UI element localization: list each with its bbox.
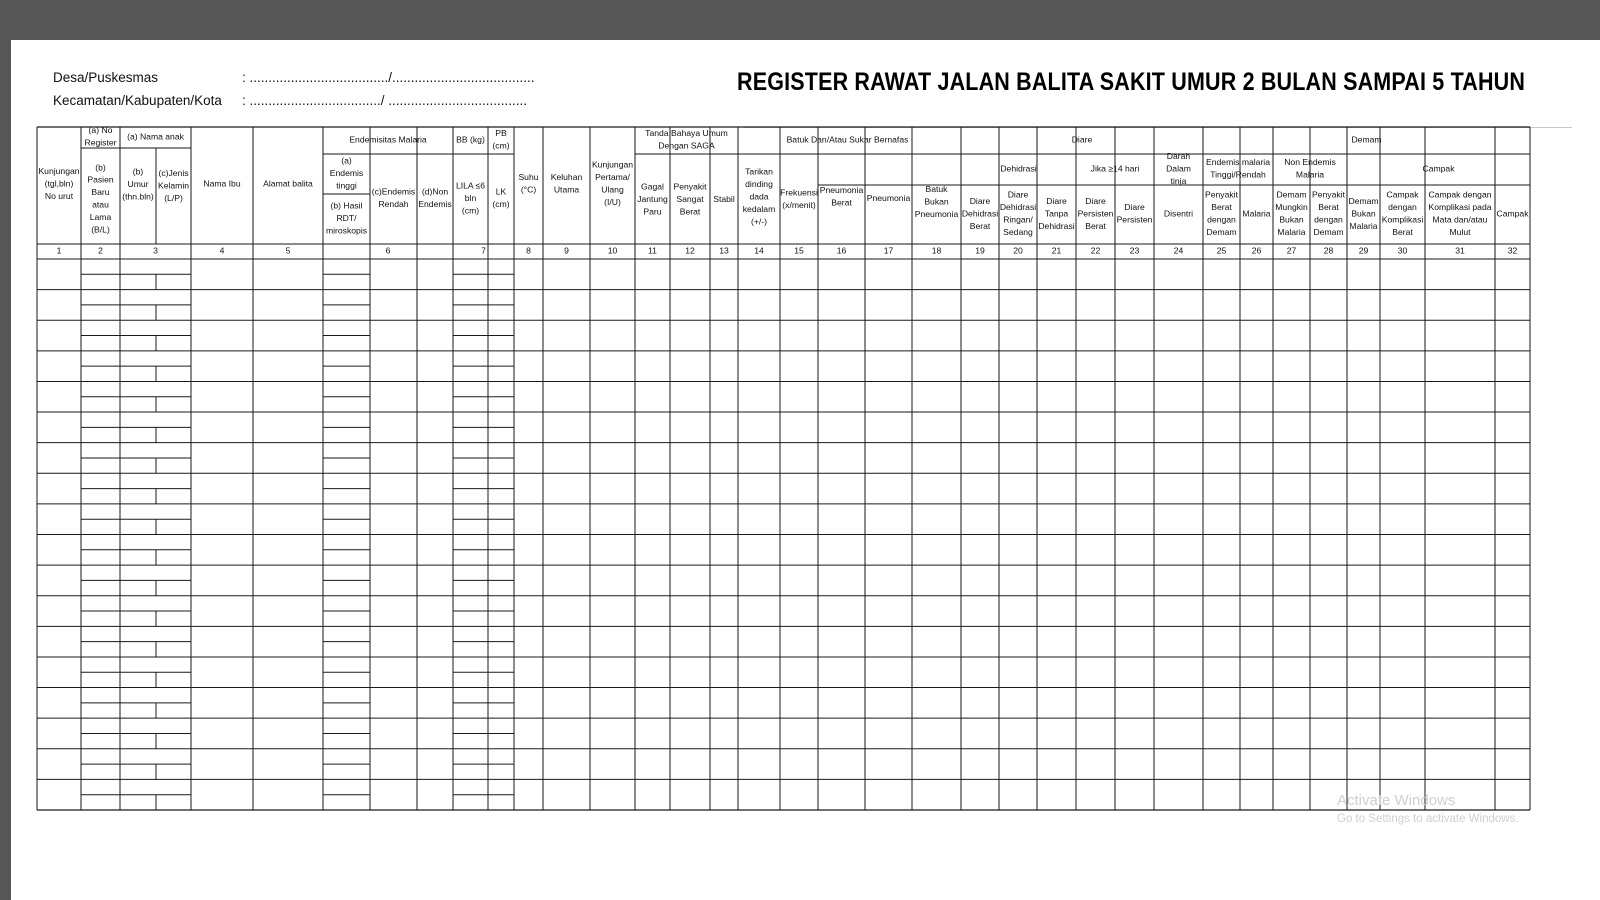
col-diare-dehidrasi-berat: Diare Dehidrasi Berat (961, 195, 999, 231)
col-demam-mungkin: Demam Mungkin Bukan Malaria (1275, 189, 1308, 238)
col-diare-persisten: Diare Persisten (1116, 202, 1153, 225)
col-endemis-tinggi: (a) Endemis tinggi (329, 155, 364, 191)
col-penyakit-berat-demam-2: Penyakit Berat dengan Demam (1312, 189, 1345, 238)
col-alamat: Alamat balita (263, 178, 313, 189)
col-pneumonia-berat: Pneumonia Berat (819, 185, 864, 208)
col-non-endemis: (d)Non Endemis (418, 186, 452, 210)
col-suhu: Suhu (°C) (518, 172, 539, 195)
col-number: 3 (153, 245, 158, 256)
group-demam: Demam (1351, 134, 1382, 145)
col-lk: LK (cm) (492, 186, 510, 210)
watermark-line1: Activate Windows (1337, 792, 1456, 809)
col-pneumonia: Pneumonia (866, 192, 911, 203)
col-number: 5 (285, 245, 291, 256)
col-number: 21 (1051, 245, 1062, 256)
col-number: 30 (1397, 245, 1408, 256)
col-campak-komplikasi-mata: Campak dengan Komplikasi pada Mata dan/atau Mulut (1428, 189, 1492, 238)
group-diare: Diare (1071, 134, 1093, 145)
col-number: 18 (931, 245, 942, 256)
col-gagal-jantung: Gagal Jantung Paru (637, 181, 668, 217)
col-campak: Campak (1496, 208, 1529, 219)
col-keluhan: Keluhan Utama (550, 172, 583, 195)
group-tanda-bahaya: Tanda Bahaya Umum Dengan SAGA (645, 128, 728, 151)
page-title: REGISTER RAWAT JALAN BALITA SAKIT UMUR 2 BULAN SAMPAI 5 TAHUN (737, 68, 1526, 96)
col-batuk-bukan: Batuk Bukan Pneumonia (914, 183, 959, 219)
col-endemis-rendah: (c)Endemis Rendah (371, 186, 416, 210)
col-kunjungan: Kunjungan (tgl,bln) No urut (38, 165, 80, 201)
col-number: 15 (794, 245, 804, 256)
kecamatan-value[interactable]: : .................................../ ..................................... (242, 93, 528, 108)
col-nama-ibu: Nama Ibu (203, 178, 241, 189)
desa-value[interactable]: : ...................................../...................................... (242, 70, 535, 85)
col-number: 29 (1358, 245, 1369, 256)
col-number: 23 (1129, 245, 1140, 256)
col-number: 10 (607, 245, 618, 256)
col-tarikan: Tarikan dinding dada kedalam (+/-) (742, 166, 776, 227)
watermark-line2: Go to Settings to activate Windows. (1337, 813, 1519, 825)
col-umur: (b) Umur (thn.bln) (122, 166, 154, 202)
col-stabil: Stabil (713, 193, 735, 204)
col-number: 31 (1455, 245, 1465, 256)
group-jika14: Jika ≥14 hari (1090, 163, 1140, 174)
col-number: 26 (1251, 245, 1262, 256)
group-bb: BB (kg) (456, 134, 485, 145)
col-number: 7 (481, 245, 486, 256)
col-number: 6 (385, 245, 391, 256)
col-lila: LILA ≤6 bln (cm) (455, 180, 486, 216)
col-number: 22 (1090, 245, 1101, 256)
group-pb: PB (cm) (492, 128, 510, 151)
col-disentri: Disentri (1163, 208, 1194, 219)
group-endemisitas: Endemisitas Malaria (349, 134, 427, 145)
col-number: 2 (98, 245, 103, 256)
col-malaria: Malaria (1242, 208, 1271, 219)
col-number: 12 (685, 245, 695, 256)
col-no-register-a: (a) No Register (84, 125, 117, 148)
col-nama-anak: (a) Nama anak (127, 131, 184, 142)
group-non-endemis: Non Endemis Malaria (1284, 157, 1336, 180)
register-page (11, 40, 1600, 900)
desa-label: Desa/Puskesmas (53, 70, 159, 85)
col-number: 17 (883, 245, 894, 256)
col-demam-bukan: Demam Bukan Malaria (1348, 195, 1379, 231)
col-diare-tanpa: Diare Tanpa Dehidrasi (1038, 195, 1075, 231)
col-number: 20 (1013, 245, 1023, 256)
group-dehidrasi: Dehidrasi (1000, 163, 1037, 174)
col-number: 27 (1286, 245, 1297, 256)
col-number: 14 (754, 245, 764, 256)
col-hasil-rdt: (b) Hasil RDT/ miroskopis (325, 200, 368, 236)
col-penyakit-sangat-berat: Penyakit Sangat Berat (673, 181, 707, 217)
group-darah: Darah Dalam tinja (1166, 150, 1191, 186)
col-no-register-b: (b) Pasien Baru atau Lama (B/L) (87, 162, 114, 235)
kecamatan-label: Kecamatan/Kabupaten/Kota (53, 93, 222, 108)
group-endemis-malaria: Endemis malaria Tinggi/Rendah (1206, 157, 1270, 180)
col-number: 19 (975, 245, 985, 256)
col-number: 32 (1507, 245, 1518, 256)
group-campak: Campak (1422, 163, 1455, 174)
col-number: 24 (1173, 245, 1184, 256)
col-number: 9 (564, 245, 569, 256)
col-jenis-kelamin: (c)Jenis Kelamin (L/P) (157, 167, 190, 203)
register-table (11, 40, 1600, 900)
col-number: 13 (719, 245, 729, 256)
col-diare-dehidrasi-ringan: Diare Dehidrasi Ringan/ Sedang (999, 189, 1037, 238)
col-diare-persisten-berat: Diare Persisten Berat (1077, 195, 1114, 231)
group-batuk: Batuk Dan/Atau Sukar Bernafas (786, 134, 909, 145)
col-kunjungan-pertama: Kunjungan Pertama/ Ulang (I/U) (591, 159, 634, 208)
col-campak-komplikasi-berat: Campak dengan Komplikasi Berat (1381, 189, 1424, 238)
col-number: 4 (219, 245, 225, 256)
col-number: 25 (1216, 245, 1227, 256)
col-number: 8 (526, 245, 531, 256)
col-number: 11 (648, 245, 657, 256)
col-number: 1 (56, 245, 62, 256)
col-number: 16 (836, 245, 847, 256)
col-penyakit-berat-demam: Penyakit Berat dengan Demam (1205, 189, 1238, 238)
col-number: 28 (1323, 245, 1334, 256)
col-frekuensi: Frekuensi (x/menit) (780, 187, 818, 211)
